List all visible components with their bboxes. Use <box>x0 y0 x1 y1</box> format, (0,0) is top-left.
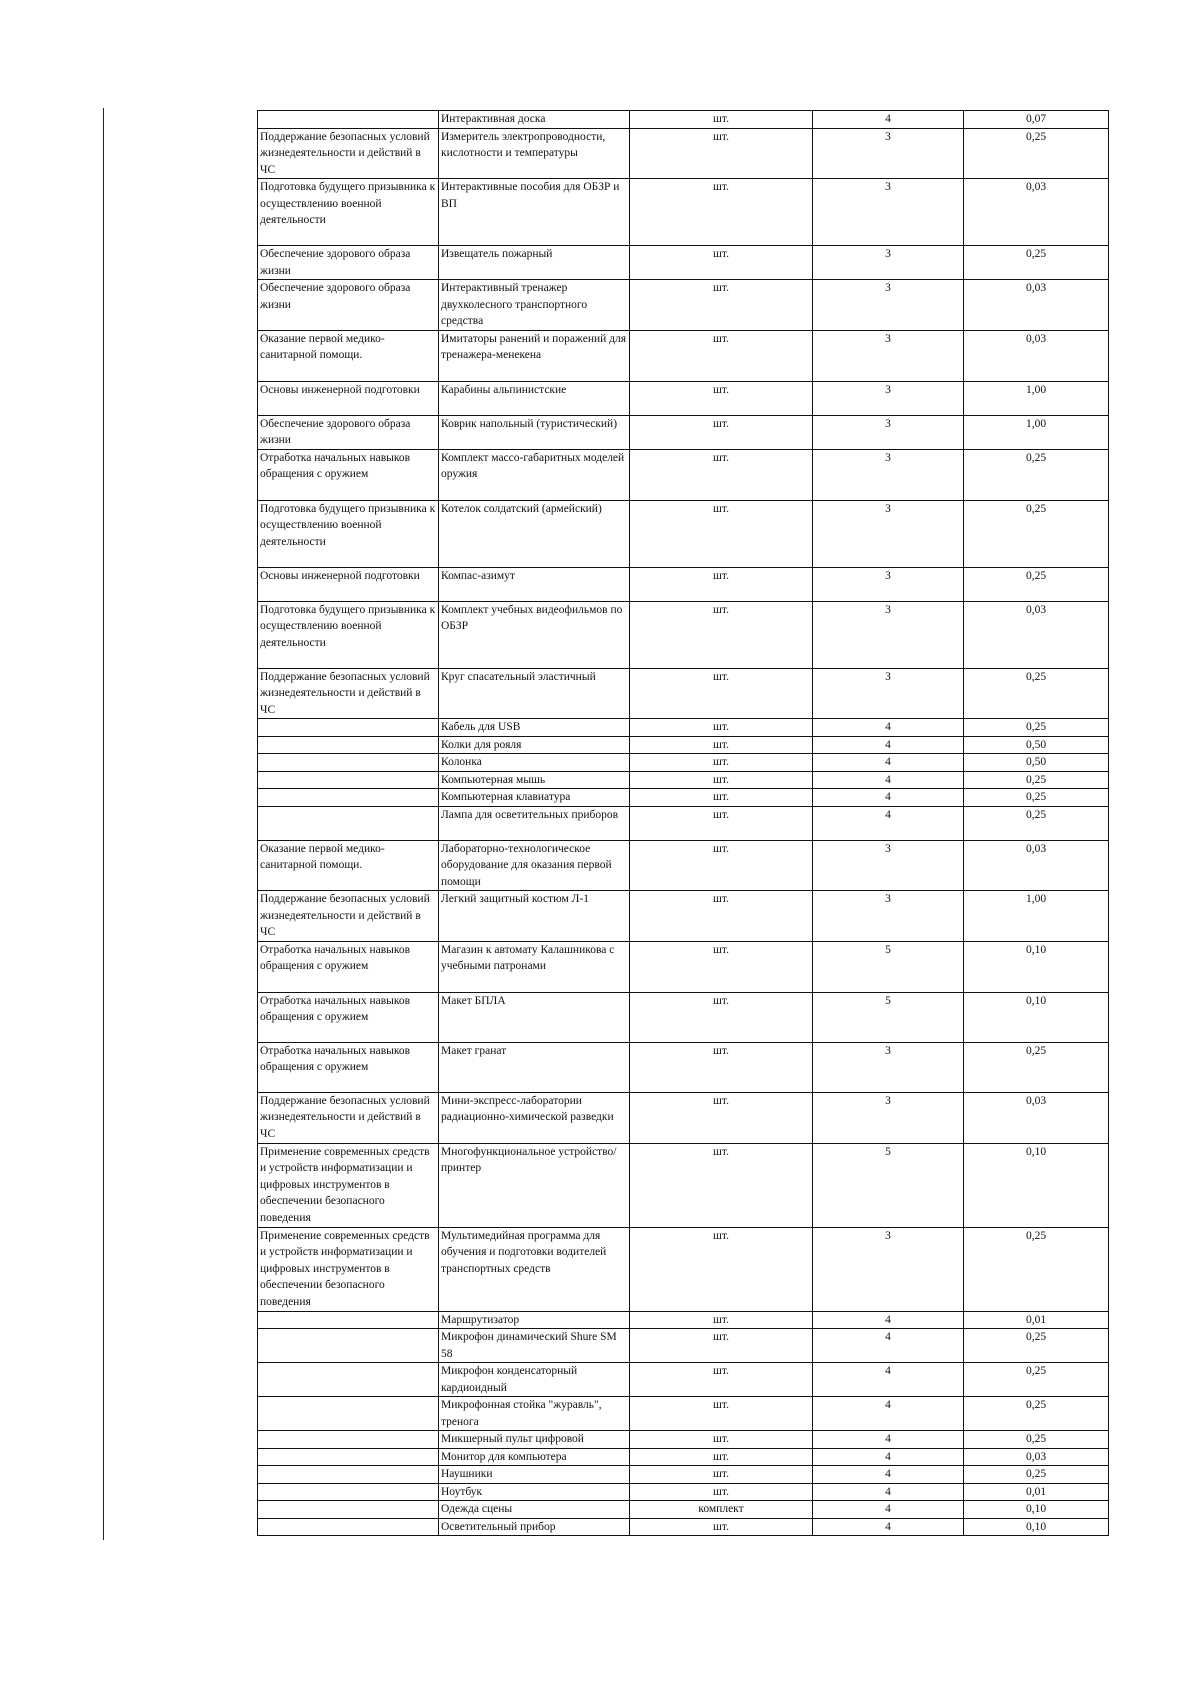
cell-section <box>258 1483 439 1501</box>
cell-norm: 0,25 <box>964 1397 1109 1431</box>
cell-category: 3 <box>813 381 964 415</box>
cell-unit: шт. <box>630 179 813 246</box>
cell-norm: 0,03 <box>964 601 1109 668</box>
table-row <box>258 840 1109 891</box>
table-row <box>258 1397 1109 1431</box>
table-row <box>258 415 1109 449</box>
cell-category: 4 <box>813 719 964 737</box>
cell-norm: 0,25 <box>964 1042 1109 1092</box>
table-row <box>258 891 1109 942</box>
cell-item-name: Кабель для USB <box>439 719 630 737</box>
cell-norm: 0,03 <box>964 840 1109 891</box>
cell-category: 4 <box>813 806 964 840</box>
cell-section <box>258 1448 439 1466</box>
cell-unit: шт. <box>630 415 813 449</box>
cell-item-name: Комплект массо-габаритных моделей оружия <box>439 449 630 500</box>
cell-unit: шт. <box>630 1431 813 1449</box>
cell-item-name: Коврик напольный (туристический) <box>439 415 630 449</box>
table-row <box>258 280 1109 331</box>
table-row <box>258 992 1109 1042</box>
table-row <box>258 1501 1109 1519</box>
cell-norm: 0,25 <box>964 719 1109 737</box>
cell-item-name: Микрофон конденсаторный кардиоидный <box>439 1363 630 1397</box>
cell-unit: комплект <box>630 1501 813 1519</box>
cell-norm: 0,25 <box>964 789 1109 807</box>
cell-category: 5 <box>813 1143 964 1227</box>
cell-item-name: Компьютерная клавиатура <box>439 789 630 807</box>
cell-item-name: Круг спасательный эластичный <box>439 668 630 719</box>
cell-unit: шт. <box>630 449 813 500</box>
cell-category: 3 <box>813 415 964 449</box>
cell-item-name: Измеритель электропроводности, кислотности и температуры <box>439 128 630 179</box>
cell-section: Подготовка будущего призывника к осуществлению военной деятельности <box>258 500 439 567</box>
cell-norm: 0,25 <box>964 500 1109 567</box>
cell-unit: шт. <box>630 1227 813 1311</box>
cell-item-name: Макет гранат <box>439 1042 630 1092</box>
cell-item-name: Имитаторы ранений и поражений для тренажера-менекена <box>439 330 630 381</box>
cell-category: 4 <box>813 736 964 754</box>
table-row <box>258 1518 1109 1536</box>
cell-item-name: Макет БПЛА <box>439 992 630 1042</box>
cell-item-name: Колки для рояля <box>439 736 630 754</box>
table-row <box>258 381 1109 415</box>
cell-norm: 0,25 <box>964 1466 1109 1484</box>
cell-unit: шт. <box>630 754 813 772</box>
cell-item-name: Извещатель пожарный <box>439 246 630 280</box>
cell-norm: 0,10 <box>964 1143 1109 1227</box>
cell-category: 3 <box>813 567 964 601</box>
cell-item-name: Магазин к автомату Калашникова с учебными патронами <box>439 941 630 992</box>
cell-section <box>258 1311 439 1329</box>
cell-category: 3 <box>813 246 964 280</box>
cell-section: Основы инженерной подготовки <box>258 381 439 415</box>
cell-section: Обеспечение здорового образа жизни <box>258 246 439 280</box>
table-row <box>258 1431 1109 1449</box>
cell-norm: 0,25 <box>964 806 1109 840</box>
cell-category: 3 <box>813 330 964 381</box>
cell-section: Обеспечение здорового образа жизни <box>258 280 439 331</box>
cell-category: 3 <box>813 179 964 246</box>
cell-unit: шт. <box>630 1092 813 1143</box>
cell-category: 4 <box>813 1311 964 1329</box>
cell-item-name: Монитор для компьютера <box>439 1448 630 1466</box>
cell-item-name: Маршрутизатор <box>439 1311 630 1329</box>
cell-item-name: Колонка <box>439 754 630 772</box>
cell-section <box>258 1431 439 1449</box>
cell-unit: шт. <box>630 601 813 668</box>
cell-unit: шт. <box>630 1329 813 1363</box>
table-row <box>258 179 1109 246</box>
cell-item-name: Ноутбук <box>439 1483 630 1501</box>
cell-section: Поддержание безопасных условий жизнедеятельности и действий в ЧС <box>258 128 439 179</box>
cell-unit: шт. <box>630 1397 813 1431</box>
cell-category: 4 <box>813 789 964 807</box>
table-row <box>258 1143 1109 1227</box>
cell-item-name: Мини-экспресс-лаборатории радиационно-химической разведки <box>439 1092 630 1143</box>
cell-section: Отработка начальных навыков обращения с оружием <box>258 449 439 500</box>
cell-unit: шт. <box>630 992 813 1042</box>
cell-category: 4 <box>813 1483 964 1501</box>
cell-norm: 0,03 <box>964 179 1109 246</box>
cell-norm: 0,03 <box>964 330 1109 381</box>
cell-unit: шт. <box>630 719 813 737</box>
cell-unit: шт. <box>630 1448 813 1466</box>
cell-section: Отработка начальных навыков обращения с оружием <box>258 992 439 1042</box>
cell-section <box>258 754 439 772</box>
cell-category: 3 <box>813 668 964 719</box>
cell-norm: 0,50 <box>964 736 1109 754</box>
cell-section: Отработка начальных навыков обращения с оружием <box>258 941 439 992</box>
cell-section: Поддержание безопасных условий жизнедеятельности и действий в ЧС <box>258 891 439 942</box>
table-row <box>258 1311 1109 1329</box>
table-row <box>258 754 1109 772</box>
cell-category: 4 <box>813 1363 964 1397</box>
cell-unit: шт. <box>630 806 813 840</box>
table-row <box>258 736 1109 754</box>
cell-norm: 0,50 <box>964 754 1109 772</box>
cell-unit: шт. <box>630 1363 813 1397</box>
cell-category: 4 <box>813 1448 964 1466</box>
cell-unit: шт. <box>630 1518 813 1536</box>
cell-unit: шт. <box>630 280 813 331</box>
cell-norm: 0,07 <box>964 111 1109 129</box>
cell-norm: 0,25 <box>964 246 1109 280</box>
cell-item-name: Многофункциональное устройство/принтер <box>439 1143 630 1227</box>
cell-norm: 0,25 <box>964 128 1109 179</box>
cell-section <box>258 1329 439 1363</box>
table-row <box>258 1466 1109 1484</box>
cell-category: 3 <box>813 280 964 331</box>
cell-section <box>258 789 439 807</box>
table-row <box>258 1448 1109 1466</box>
cell-norm: 0,25 <box>964 1329 1109 1363</box>
cell-norm: 0,25 <box>964 567 1109 601</box>
cell-category: 3 <box>813 1042 964 1092</box>
cell-norm: 0,25 <box>964 668 1109 719</box>
cell-section: Применение современных средств и устройств информатизации и цифровых инструментов в обеспечении безопасного поведения <box>258 1143 439 1227</box>
cell-item-name: Комплект учебных видеофильмов по ОБЗР <box>439 601 630 668</box>
cell-section: Подготовка будущего призывника к осуществлению военной деятельности <box>258 601 439 668</box>
cell-unit: шт. <box>630 1042 813 1092</box>
cell-category: 3 <box>813 500 964 567</box>
table-row <box>258 668 1109 719</box>
cell-unit: шт. <box>630 1143 813 1227</box>
cell-norm: 0,25 <box>964 449 1109 500</box>
cell-category: 3 <box>813 128 964 179</box>
cell-unit: шт. <box>630 736 813 754</box>
cell-category: 4 <box>813 1501 964 1519</box>
cell-unit: шт. <box>630 771 813 789</box>
cell-item-name: Интерактивная доска <box>439 111 630 129</box>
cell-norm: 0,01 <box>964 1483 1109 1501</box>
cell-category: 4 <box>813 1518 964 1536</box>
cell-norm: 0,25 <box>964 1431 1109 1449</box>
cell-item-name: Мультимедийная программа для обучения и подготовки водителей транспортных средств <box>439 1227 630 1311</box>
cell-section: Основы инженерной подготовки <box>258 567 439 601</box>
cell-unit: шт. <box>630 500 813 567</box>
table-row <box>258 1092 1109 1143</box>
cell-unit: шт. <box>630 246 813 280</box>
cell-unit: шт. <box>630 668 813 719</box>
cell-norm: 1,00 <box>964 891 1109 942</box>
cell-item-name: Котелок солдатский (армейский) <box>439 500 630 567</box>
cell-item-name: Одежда сцены <box>439 1501 630 1519</box>
cell-norm: 0,10 <box>964 941 1109 992</box>
cell-norm: 0,10 <box>964 1518 1109 1536</box>
cell-section: Отработка начальных навыков обращения с оружием <box>258 1042 439 1092</box>
cell-category: 3 <box>813 449 964 500</box>
table-row <box>258 719 1109 737</box>
cell-category: 3 <box>813 891 964 942</box>
cell-item-name: Карабины альпинистские <box>439 381 630 415</box>
cell-unit: шт. <box>630 128 813 179</box>
cell-category: 3 <box>813 601 964 668</box>
cell-section: Оказание первой медико-санитарной помощи. <box>258 840 439 891</box>
cell-unit: шт. <box>630 330 813 381</box>
cell-category: 3 <box>813 840 964 891</box>
cell-unit: шт. <box>630 1311 813 1329</box>
cell-category: 4 <box>813 771 964 789</box>
table-row <box>258 330 1109 381</box>
table-row <box>258 449 1109 500</box>
cell-norm: 1,00 <box>964 381 1109 415</box>
cell-item-name: Микшерный пульт цифровой <box>439 1431 630 1449</box>
cell-norm: 0,25 <box>964 1363 1109 1397</box>
cell-category: 4 <box>813 1466 964 1484</box>
cell-section <box>258 736 439 754</box>
table-row <box>258 111 1109 129</box>
cell-section <box>258 719 439 737</box>
cell-category: 3 <box>813 1092 964 1143</box>
cell-item-name: Интерактивные пособия для ОБЗР и ВП <box>439 179 630 246</box>
cell-item-name: Компас-азимут <box>439 567 630 601</box>
cell-category: 4 <box>813 754 964 772</box>
cell-category: 3 <box>813 1227 964 1311</box>
cell-item-name: Легкий защитный костюм Л-1 <box>439 891 630 942</box>
cell-norm: 0,25 <box>964 1227 1109 1311</box>
table-row <box>258 601 1109 668</box>
table-row <box>258 806 1109 840</box>
cell-section <box>258 771 439 789</box>
cell-unit: шт. <box>630 941 813 992</box>
cell-unit: шт. <box>630 1483 813 1501</box>
cell-section <box>258 1466 439 1484</box>
cell-norm: 0,03 <box>964 280 1109 331</box>
cell-unit: шт. <box>630 891 813 942</box>
cell-category: 4 <box>813 1397 964 1431</box>
cell-category: 5 <box>813 941 964 992</box>
table-row <box>258 771 1109 789</box>
cell-item-name: Микрофонная стойка "журавль", тренога <box>439 1397 630 1431</box>
table-row <box>258 500 1109 567</box>
table-row <box>258 1042 1109 1092</box>
cell-section: Поддержание безопасных условий жизнедеятельности и действий в ЧС <box>258 1092 439 1143</box>
cell-section <box>258 1363 439 1397</box>
left-margin-rule <box>103 108 104 1540</box>
cell-item-name: Интерактивный тренажер двухколесного транспортного средства <box>439 280 630 331</box>
cell-category: 4 <box>813 1329 964 1363</box>
cell-item-name: Микрофон динамический Shure SM 58 <box>439 1329 630 1363</box>
cell-item-name: Лампа для осветительных приборов <box>439 806 630 840</box>
cell-section: Применение современных средств и устройств информатизации и цифровых инструментов в обеспечении безопасного поведения <box>258 1227 439 1311</box>
table-row <box>258 246 1109 280</box>
cell-item-name: Наушники <box>439 1466 630 1484</box>
table-row <box>258 1363 1109 1397</box>
table-row <box>258 789 1109 807</box>
table-row <box>258 128 1109 179</box>
cell-section <box>258 1518 439 1536</box>
cell-section: Оказание первой медико-санитарной помощи. <box>258 330 439 381</box>
cell-norm: 0,01 <box>964 1311 1109 1329</box>
cell-norm: 0,03 <box>964 1448 1109 1466</box>
cell-norm: 0,25 <box>964 771 1109 789</box>
cell-norm: 0,10 <box>964 992 1109 1042</box>
cell-category: 4 <box>813 111 964 129</box>
cell-unit: шт. <box>630 567 813 601</box>
cell-category: 5 <box>813 992 964 1042</box>
cell-unit: шт. <box>630 111 813 129</box>
cell-section: Подготовка будущего призывника к осуществлению военной деятельности <box>258 179 439 246</box>
table-row <box>258 1329 1109 1363</box>
cell-section <box>258 111 439 129</box>
cell-unit: шт. <box>630 1466 813 1484</box>
table-row <box>258 1483 1109 1501</box>
equipment-table <box>257 110 1109 1536</box>
cell-section: Обеспечение здорового образа жизни <box>258 415 439 449</box>
cell-unit: шт. <box>630 840 813 891</box>
cell-section <box>258 806 439 840</box>
equipment-table-body <box>258 111 1109 1536</box>
cell-item-name: Осветительный прибор <box>439 1518 630 1536</box>
cell-section: Поддержание безопасных условий жизнедеятельности и действий в ЧС <box>258 668 439 719</box>
table-row <box>258 1227 1109 1311</box>
cell-norm: 0,03 <box>964 1092 1109 1143</box>
table-row <box>258 567 1109 601</box>
table-row <box>258 941 1109 992</box>
cell-unit: шт. <box>630 789 813 807</box>
cell-section <box>258 1501 439 1519</box>
cell-norm: 0,10 <box>964 1501 1109 1519</box>
cell-section <box>258 1397 439 1431</box>
cell-norm: 1,00 <box>964 415 1109 449</box>
cell-item-name: Компьютерная мышь <box>439 771 630 789</box>
cell-category: 4 <box>813 1431 964 1449</box>
cell-unit: шт. <box>630 381 813 415</box>
cell-item-name: Лабораторно-технологическое оборудование для оказания первой помощи <box>439 840 630 891</box>
